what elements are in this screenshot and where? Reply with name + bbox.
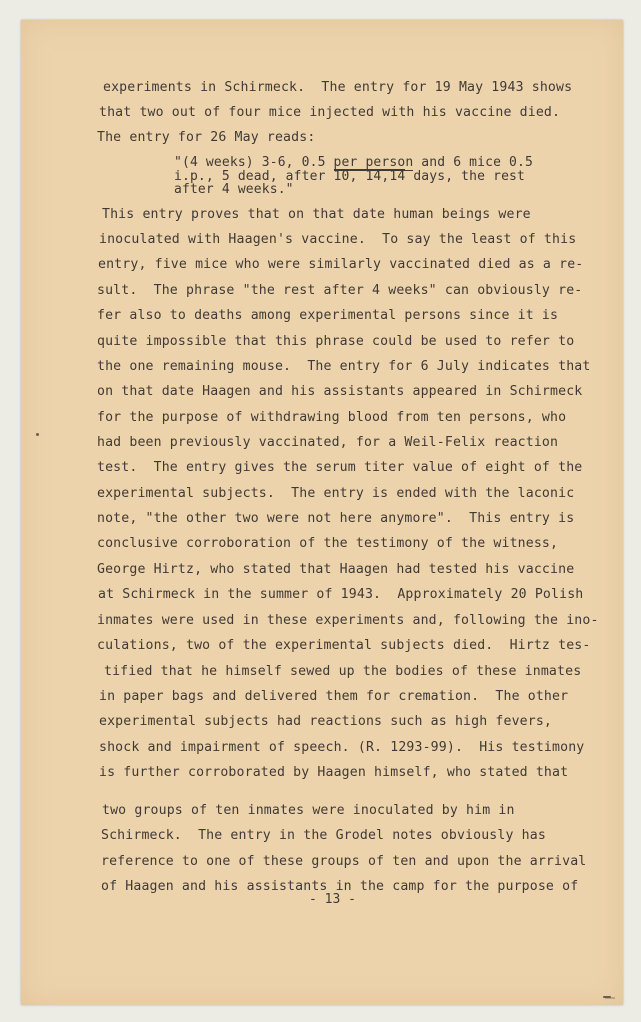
quote-line-3: after 4 weeks." (174, 182, 294, 197)
text-line: that two out of four mice injected with his vaccine died. (99, 105, 561, 120)
text-line: note, "the other two were not here anymore". This entry is (97, 511, 575, 526)
text-line: George Hirtz, who stated that Haagen had tested his vaccine (97, 562, 575, 577)
text-line: inmates were used in these experiments and, following the ino- (97, 613, 599, 628)
margin-mark (36, 433, 39, 436)
margin-mark (603, 996, 611, 998)
overlined-text: 10, 14,14 (333, 169, 406, 184)
text-line: conclusive corroboration of the testimony of the witness, (97, 536, 559, 551)
text-line: for the purpose of withdrawing blood from ten persons, who (97, 410, 567, 425)
text-line: Schirmeck. The entry in the Grodel notes obviously has (101, 828, 546, 843)
text-line: sult. The phrase "the rest after 4 weeks" can obviously re- (97, 283, 583, 298)
text-line: at Schirmeck in the summer of 1943. Approximately 20 Polish (98, 587, 584, 602)
text-line: in paper bags and delivered them for cremation. The other (99, 689, 569, 704)
text-line: experimental subjects had reactions such as high fevers, (99, 714, 553, 729)
text-line: test. The entry gives the serum titer value of eight of the (97, 460, 583, 475)
text-line: the one remaining mouse. The entry for 6 July indicates that (97, 359, 591, 374)
text-line: is further corroborated by Haagen himself, who stated that (99, 765, 569, 780)
text-line: The entry for 26 May reads: (97, 130, 316, 145)
text-line: reference to one of these groups of ten and upon the arrival (101, 854, 587, 869)
text-line: culations, two of the experimental subjects died. Hirtz tes- (97, 638, 591, 653)
text-line: This entry proves that on that date human beings were (102, 207, 531, 222)
text-line: fer also to deaths among experimental persons since it is (97, 308, 559, 323)
quote-line-1: "(4 weeks) 3-6, 0.5 per person and 6 mice 0.5 (174, 155, 533, 170)
text-line: of Haagen and his assistants in the camp for the purpose of (101, 879, 579, 894)
text-line: inoculated with Haagen's vaccine. To say the least of this (99, 232, 577, 247)
page-number: - 13 - (309, 892, 356, 907)
underlined-text: per person (333, 155, 414, 170)
text-line: experiments in Schirmeck. The entry for 19 May 1943 shows (103, 80, 573, 95)
text-line: tified that he himself sewed up the bodies of these inmates (104, 664, 582, 679)
text-line: experimental subjects. The entry is ended with the laconic (97, 486, 575, 501)
text-line: entry, five mice who were similarly vaccinated died as a re- (98, 257, 584, 272)
text-line: two groups of ten inmates were inoculated by him in (102, 803, 515, 818)
text-line: on that date Haagen and his assistants appeared in Schirmeck (97, 384, 583, 399)
text-line: had been previously vaccinated, for a Weil-Felix reaction (97, 435, 559, 450)
text-line: quite impossible that this phrase could be used to refer to (97, 334, 575, 349)
quote-line-2: i.p., 5 dead, after 10, 14,14 days, the rest (174, 169, 525, 184)
text-line: shock and impairment of speech. (R. 1293-99). His testimony (99, 740, 585, 755)
